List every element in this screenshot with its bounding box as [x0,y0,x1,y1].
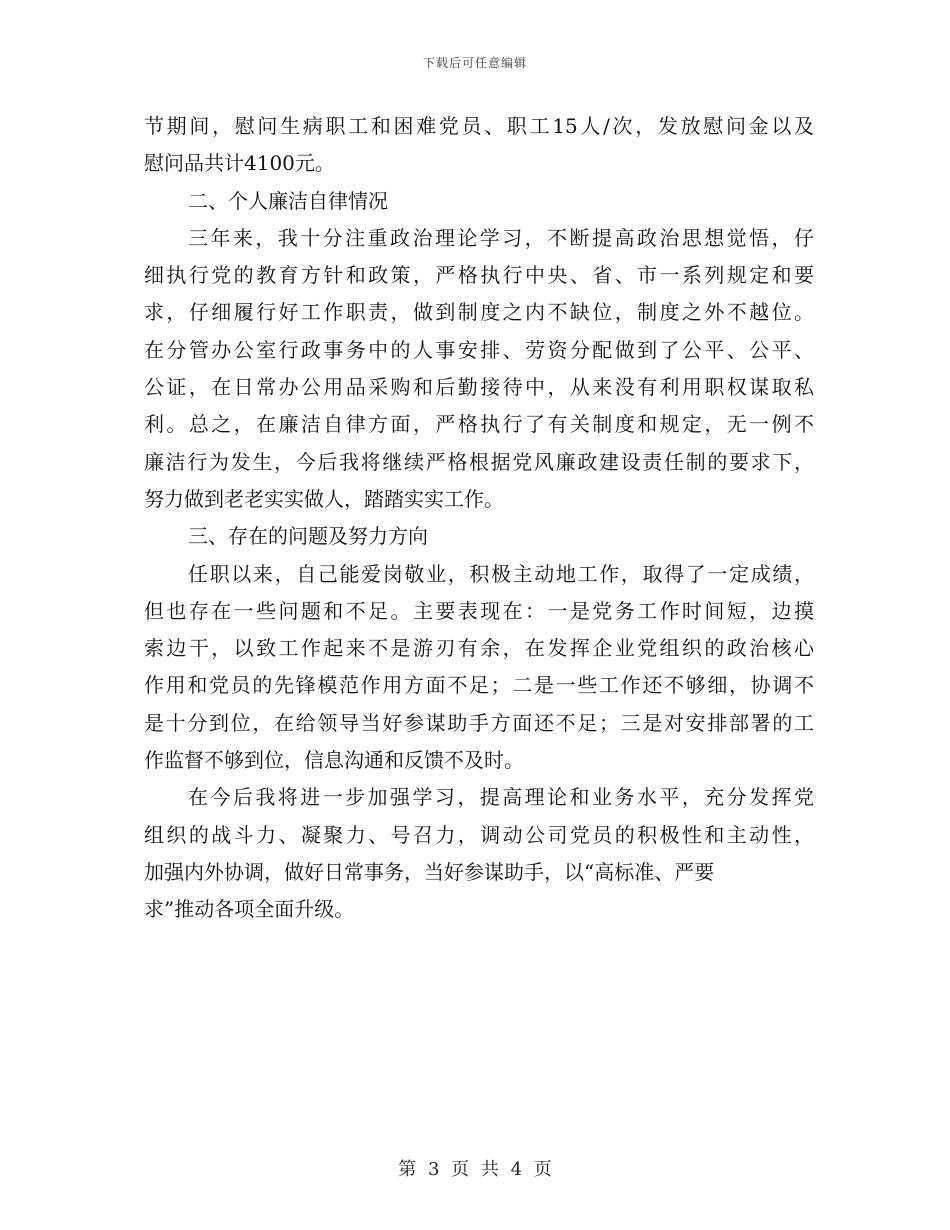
text-line: 作监督不够到位，信息沟通和反馈不及时。 [144,748,524,773]
text-line: 在分管办公室行政事务中的人事安排、劳资分配做到了公平、公平、 [144,337,814,362]
text-line: 公证，在日常办公用品采购和后勤接待中，从来没有利用职权谋取私 [144,375,814,400]
text-line: 作用和党员的先锋模范作用方面不足；二是一些工作还不够细，协调不 [144,673,814,698]
text-line: 任职以来，自己能爱岗敬业，积极主动地工作，取得了一定成绩， [188,561,814,586]
section-heading: 二、个人廉洁自律情况 [188,188,388,213]
text-line: 但也存在一些问题和不足。主要表现在：一是党务工作时间短，边摸 [144,598,814,623]
text-line: 是十分到位，在给领导当好参谋助手方面还不足；三是对安排部署的工 [144,710,814,735]
text-line: 在今后我将进一步加强学习，提高理论和业务水平，充分发挥党 [188,785,814,810]
text-line: 求”推动各项全面升级。 [144,897,355,922]
text-line: 加强内外协调，做好日常事务，当好参谋助手，以“高标准、严要 [144,859,715,884]
text-line: 节期间，慰问生病职工和困难党员、职工15人/次，发放慰问金以及 [144,114,814,138]
text-line: 慰问品共计4100元。 [144,151,335,176]
download-note: 下载后可任意编辑 [422,56,527,70]
text-line: 利。总之，在廉洁自律方面，严格执行了有关制度和规定，无一例不 [144,412,814,437]
page-number: 第 3 页 共 4 页 [398,1159,552,1180]
text-line: 求，仔细履行好工作职责，做到制度之内不缺位，制度之外不越位。 [144,300,814,325]
text-line: 三年来，我十分注重政治理论学习，不断提高政治思想觉悟，仔 [188,225,814,250]
text-line: 廉洁行为发生，今后我将继续严格根据党风廉政建设责任制的要求下， [144,449,814,474]
text-line: 努力做到老老实实做人，踏踏实实工作。 [144,486,504,511]
section-heading: 三、存在的问题及努力方向 [188,524,428,549]
text-line: 索边干，以致工作起来不是游刃有余，在发挥企业党组织的政治核心 [144,636,814,661]
text-line: 细执行党的教育方针和政策，严格执行中央、省、市一系列规定和要 [144,263,814,288]
text-line: 组织的战斗力、凝聚力、号召力，调动公司党员的积极性和主动性， [144,822,814,847]
document-body [144,108,814,929]
